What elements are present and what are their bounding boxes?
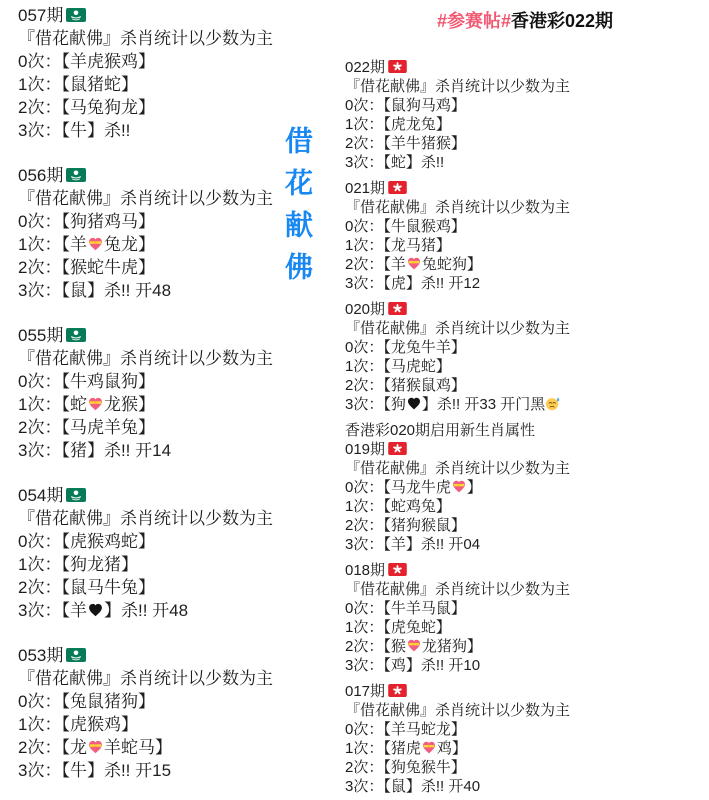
- entry-subtitle: 『借花献佛』杀肖统计以少数为主: [345, 702, 571, 719]
- lottery-entry-022期: [345, 58, 705, 172]
- kill-stat-row: 3次：【鸡】杀!! 开10: [345, 657, 481, 674]
- kill-stat-row: 2次：【猪猴鼠鸡】: [345, 377, 466, 394]
- macau-flag-icon: [66, 328, 86, 342]
- kill-stat-row: 1次：【蛇鸡兔】: [345, 498, 451, 515]
- entry-period-line: [18, 164, 290, 187]
- note-line: 香港彩020期启用新生肖属性: [345, 422, 536, 439]
- lottery-entry-057期: [18, 4, 290, 142]
- kill-stat-row: 0次：【牛鸡鼠狗】: [18, 372, 155, 391]
- heart-ribbon-icon: [406, 638, 422, 653]
- entry-subtitle: 『借花献佛』杀肖统计以少数为主: [18, 669, 273, 688]
- kill-stat-row: 1次：【虎兔蛇】: [345, 619, 451, 636]
- kill-stat-row: 3次：【鼠】杀!! 开48: [18, 281, 172, 300]
- sweat-face-icon: [545, 396, 561, 411]
- macau-flag-icon: [66, 8, 86, 22]
- kill-stat-row: 2次：【羊牛猪猴】: [345, 135, 466, 152]
- kill-stat-row: 1次：【虎猴鸡】: [18, 715, 138, 734]
- black-heart-icon: [406, 396, 422, 411]
- entry-subtitle: 『借花献佛』杀肖统计以少数为主: [18, 29, 273, 48]
- kill-stat-row: 0次：【兔鼠猪狗】: [18, 692, 155, 711]
- kill-stat-row: 2次：【马虎羊兔】: [18, 418, 155, 437]
- hongkong-flag-icon: [388, 181, 407, 194]
- kill-stat-row: 3次：【羊 】杀!! 开48: [18, 601, 189, 620]
- macau-flag-icon: [66, 168, 86, 182]
- kill-stat-row: 3次：【蛇】杀!!: [345, 154, 445, 171]
- kill-stat-row: 1次：【狗龙猪】: [18, 555, 138, 574]
- kill-stat-row: 0次：【羊马蛇龙】: [345, 721, 466, 738]
- kill-stat-row: 1次：【蛇 龙猴】: [18, 395, 155, 414]
- kill-stat-row: 0次：【鼠狗马鸡】: [345, 97, 466, 114]
- kill-stat-row: 1次：【龙马猪】: [345, 237, 451, 254]
- lottery-entry-020期: [345, 300, 705, 414]
- kill-stat-row: 0次：【羊虎猴鸡】: [18, 52, 155, 71]
- kill-stat-row: 2次：【马兔狗龙】: [18, 98, 155, 117]
- kill-stat-row: 0次：【虎猴鸡蛇】: [18, 532, 155, 551]
- entry-subtitle: 『借花献佛』杀肖统计以少数为主: [345, 320, 571, 337]
- lottery-entry-019期: [345, 440, 705, 554]
- entry-subtitle: 『借花献佛』杀肖统计以少数为主: [18, 349, 273, 368]
- hongkong-flag-icon: [388, 302, 407, 315]
- kill-stat-row: 1次：【虎龙兔】: [345, 116, 451, 133]
- kill-stat-row: 1次：【鼠猪蛇】: [18, 75, 138, 94]
- kill-stat-row: 3次：【鼠】杀!! 开40: [345, 778, 481, 795]
- entry-period-line: [18, 4, 290, 27]
- kill-stat-row: 3次：【羊】杀!! 开04: [345, 536, 481, 553]
- kill-stat-row: 2次：【鼠马牛兔】: [18, 578, 155, 597]
- kill-stat-row: 0次：【牛羊马鼠】: [345, 600, 466, 617]
- hongkong-flag-icon: [388, 563, 407, 576]
- period-label: 022期: [345, 59, 386, 76]
- kill-stat-row: 0次：【龙兔牛羊】: [345, 339, 466, 356]
- hongkong-flag-icon: [388, 442, 407, 455]
- entry-period-line: [18, 484, 290, 507]
- page-title: 香港彩022期: [510, 11, 614, 31]
- entry-subtitle: 『借花献佛』杀肖统计以少数为主: [345, 78, 571, 95]
- lottery-entry-054期: [18, 484, 290, 622]
- entry-period-line: [345, 179, 705, 198]
- entry-subtitle: 『借花献佛』杀肖统计以少数为主: [345, 581, 571, 598]
- kill-stat-row: 0次：【牛鼠猴鸡】: [345, 218, 466, 235]
- lottery-entry-017期: [345, 682, 705, 796]
- kill-stat-row: 1次：【马虎蛇】: [345, 358, 451, 375]
- period-label: 057期: [18, 6, 64, 25]
- entry-period-line: [345, 440, 705, 459]
- heart-ribbon-icon: [421, 740, 437, 755]
- period-label: 021期: [345, 180, 386, 197]
- kill-stat-row: 3次：【虎】杀!! 开12: [345, 275, 481, 292]
- post-header: [345, 7, 705, 33]
- period-label: 020期: [345, 301, 386, 318]
- kill-stat-row: 2次：【龙 羊蛇马】: [18, 738, 172, 757]
- kill-stat-row: 2次：【猴 龙猪狗】: [345, 638, 482, 655]
- period-label: 018期: [345, 562, 386, 579]
- lottery-entry-018期: [345, 561, 705, 675]
- kill-stat-row: 3次：【牛】杀!! 开15: [18, 761, 172, 780]
- lottery-entry-056期: [18, 164, 290, 302]
- heart-ribbon-icon: [451, 479, 467, 494]
- kill-stat-row: 2次：【羊 兔蛇狗】: [345, 256, 482, 273]
- heart-ribbon-icon: [87, 396, 104, 412]
- contest-hashtag-link[interactable]: #参赛帖#: [436, 11, 511, 31]
- column-hongkong-entries: [345, 58, 705, 800]
- watermark-vertical-text: 借花献佛: [282, 126, 313, 294]
- period-label: 019期: [345, 441, 386, 458]
- kill-stat-row: 3次：【猪】杀!! 开14: [18, 441, 172, 460]
- kill-stat-row: 3次：【牛】杀!!: [18, 121, 131, 140]
- hongkong-flag-icon: [388, 60, 407, 73]
- entry-period-line: [18, 644, 290, 667]
- macau-flag-icon: [66, 648, 86, 662]
- hongkong-flag-icon: [388, 684, 407, 697]
- entry-period-line: [345, 300, 705, 319]
- heart-ribbon-icon: [87, 739, 104, 755]
- period-label: 056期: [18, 166, 64, 185]
- heart-ribbon-icon: [406, 256, 422, 271]
- lottery-entry-053期: [18, 644, 290, 782]
- macau-flag-icon: [66, 488, 86, 502]
- kill-stat-row: 0次：【马龙牛虎 】: [345, 479, 482, 496]
- entry-period-line: [18, 324, 290, 347]
- lottery-entry-021期: [345, 179, 705, 293]
- kill-stat-row: 1次：【羊 兔龙】: [18, 235, 155, 254]
- entry-period-line: [345, 561, 705, 580]
- black-heart-icon: [87, 602, 104, 618]
- kill-stat-row: 2次：【狗兔猴牛】: [345, 759, 466, 776]
- kill-stat-row: 2次：【猪狗猴鼠】: [345, 517, 466, 534]
- period-label: 053期: [18, 646, 64, 665]
- entry-period-line: [345, 682, 705, 701]
- period-label: 054期: [18, 486, 64, 505]
- kill-stat-row: 3次：【狗 】杀!! 开33 开门黑: [345, 395, 705, 414]
- kill-stat-row: 0次：【狗猪鸡马】: [18, 212, 155, 231]
- column-macau-entries: [18, 4, 290, 800]
- heart-ribbon-icon: [87, 236, 104, 252]
- period-label: 055期: [18, 326, 64, 345]
- kill-stat-row: 1次：【猪虎 鸡】: [345, 740, 467, 757]
- lottery-entry-055期: [18, 324, 290, 462]
- entry-period-line: [345, 58, 705, 77]
- entry-subtitle: 『借花献佛』杀肖统计以少数为主: [18, 509, 273, 528]
- entry-subtitle: 『借花献佛』杀肖统计以少数为主: [345, 460, 571, 477]
- entry-subtitle: 『借花献佛』杀肖统计以少数为主: [18, 189, 273, 208]
- period-label: 017期: [345, 683, 386, 700]
- entry-subtitle: 『借花献佛』杀肖统计以少数为主: [345, 199, 571, 216]
- kill-stat-row: 2次：【猴蛇牛虎】: [18, 258, 155, 277]
